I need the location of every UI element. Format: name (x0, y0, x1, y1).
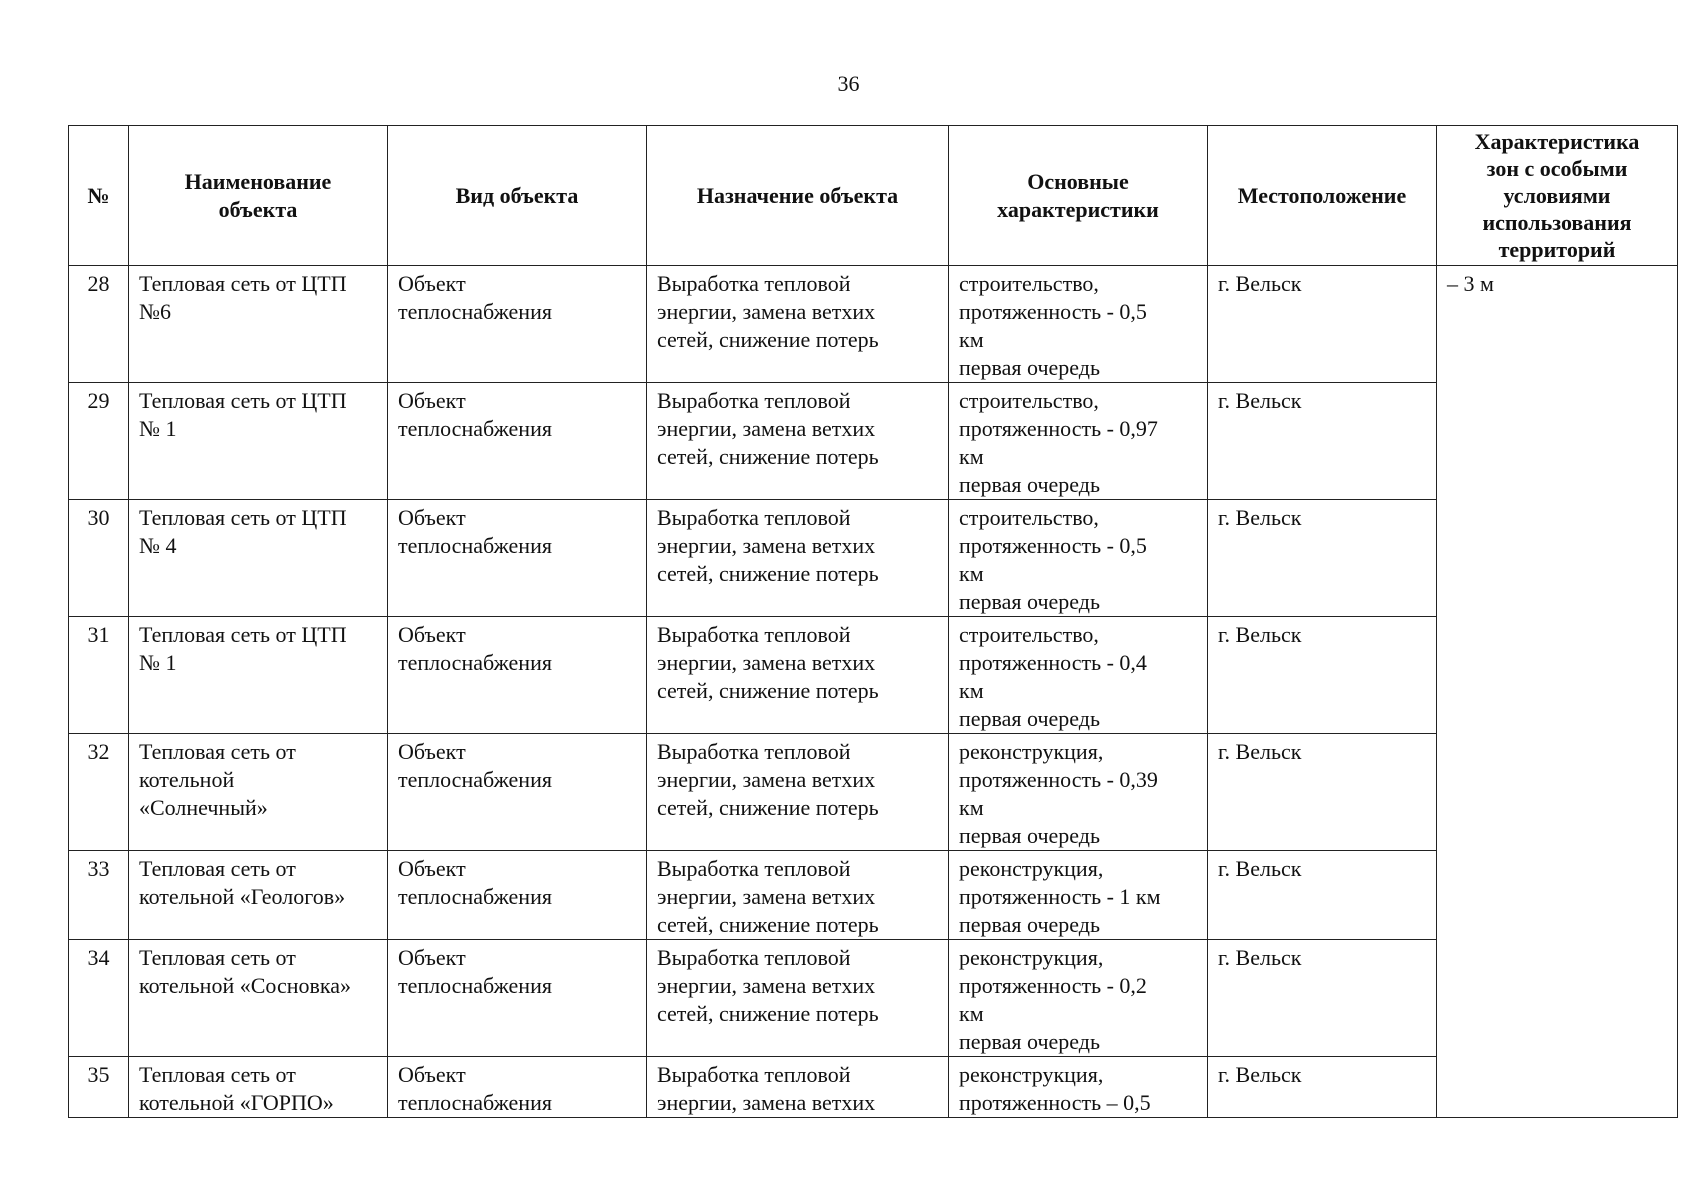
cell-characteristics: строительство, протяженность - 0,97 км первая очередь (949, 383, 1208, 500)
cell-number: 35 (69, 1057, 129, 1118)
header-location: Местоположение (1208, 126, 1437, 266)
cell-purpose: Выработка тепловой энергии, замена ветхих сетей, снижение потерь (647, 617, 949, 734)
cell-location: г. Вельск (1208, 1057, 1437, 1118)
cell-characteristics: реконструкция, протяженность - 1 км первая очередь (949, 851, 1208, 940)
cell-type: Объект теплоснабжения (388, 734, 647, 851)
cell-purpose: Выработка тепловой энергии, замена ветхих сетей, снижение потерь (647, 500, 949, 617)
cell-number: 30 (69, 500, 129, 617)
header-purpose: Назначение объекта (647, 126, 949, 266)
cell-name: Тепловая сеть от котельной «Сосновка» (129, 940, 388, 1057)
table-row (69, 940, 1678, 1057)
cell-location: г. Вельск (1208, 500, 1437, 617)
header-number: № (69, 126, 129, 266)
cell-location: г. Вельск (1208, 383, 1437, 500)
cell-number: 33 (69, 851, 129, 940)
cell-purpose: Выработка тепловой энергии, замена ветхих (647, 1057, 949, 1118)
cell-name: Тепловая сеть от ЦТП № 1 (129, 383, 388, 500)
page-number: 36 (837, 71, 860, 96)
cell-purpose: Выработка тепловой энергии, замена ветхих сетей, снижение потерь (647, 851, 949, 940)
cell-number: 34 (69, 940, 129, 1057)
cell-number: 31 (69, 617, 129, 734)
cell-name: Тепловая сеть от ЦТП №6 (129, 266, 388, 383)
cell-type: Объект теплоснабжения (388, 383, 647, 500)
cell-characteristics: реконструкция, протяженность - 0,39 км первая очередь (949, 734, 1208, 851)
cell-location: г. Вельск (1208, 617, 1437, 734)
table-header-row (69, 126, 1678, 266)
cell-name: Тепловая сеть от ЦТП № 1 (129, 617, 388, 734)
cell-characteristics: строительство, протяженность - 0,5 км первая очередь (949, 266, 1208, 383)
cell-characteristics: реконструкция, протяженность - 0,2 км первая очередь (949, 940, 1208, 1057)
table-row (69, 734, 1678, 851)
cell-location: г. Вельск (1208, 940, 1437, 1057)
cell-name: Тепловая сеть от ЦТП № 4 (129, 500, 388, 617)
cell-characteristics: реконструкция, протяженность – 0,5 (949, 1057, 1208, 1118)
cell-location: г. Вельск (1208, 734, 1437, 851)
cell-number: 29 (69, 383, 129, 500)
header-type: Вид объекта (388, 126, 647, 266)
cell-purpose: Выработка тепловой энергии, замена ветхих сетей, снижение потерь (647, 383, 949, 500)
cell-type: Объект теплоснабжения (388, 617, 647, 734)
cell-type: Объект теплоснабжения (388, 1057, 647, 1118)
cell-zone-characteristic: – 3 м (1437, 266, 1678, 1118)
cell-characteristics: строительство, протяженность - 0,5 км первая очередь (949, 500, 1208, 617)
header-name: Наименование объекта (129, 126, 388, 266)
cell-name: Тепловая сеть от котельной «Геологов» (129, 851, 388, 940)
table-row (69, 266, 1678, 383)
header-characteristics: Основные характеристики (949, 126, 1208, 266)
cell-purpose: Выработка тепловой энергии, замена ветхих сетей, снижение потерь (647, 266, 949, 383)
cell-type: Объект теплоснабжения (388, 266, 647, 383)
cell-purpose: Выработка тепловой энергии, замена ветхих сетей, снижение потерь (647, 940, 949, 1057)
table-row (69, 383, 1678, 500)
objects-table (68, 125, 1678, 1118)
cell-type: Объект теплоснабжения (388, 851, 647, 940)
cell-purpose: Выработка тепловой энергии, замена ветхих сетей, снижение потерь (647, 734, 949, 851)
cell-type: Объект теплоснабжения (388, 940, 647, 1057)
cell-name: Тепловая сеть от котельной «ГОРПО» (129, 1057, 388, 1118)
cell-location: г. Вельск (1208, 851, 1437, 940)
table-row (69, 500, 1678, 617)
cell-type: Объект теплоснабжения (388, 500, 647, 617)
cell-number: 32 (69, 734, 129, 851)
cell-number: 28 (69, 266, 129, 383)
table-row (69, 617, 1678, 734)
table-row (69, 851, 1678, 940)
table-row (69, 1057, 1678, 1118)
cell-characteristics: строительство, протяженность - 0,4 км первая очередь (949, 617, 1208, 734)
header-zone-characteristic: Характеристика зон с особыми условиями использования территорий (1437, 126, 1678, 266)
cell-location: г. Вельск (1208, 266, 1437, 383)
cell-name: Тепловая сеть от котельной «Солнечный» (129, 734, 388, 851)
